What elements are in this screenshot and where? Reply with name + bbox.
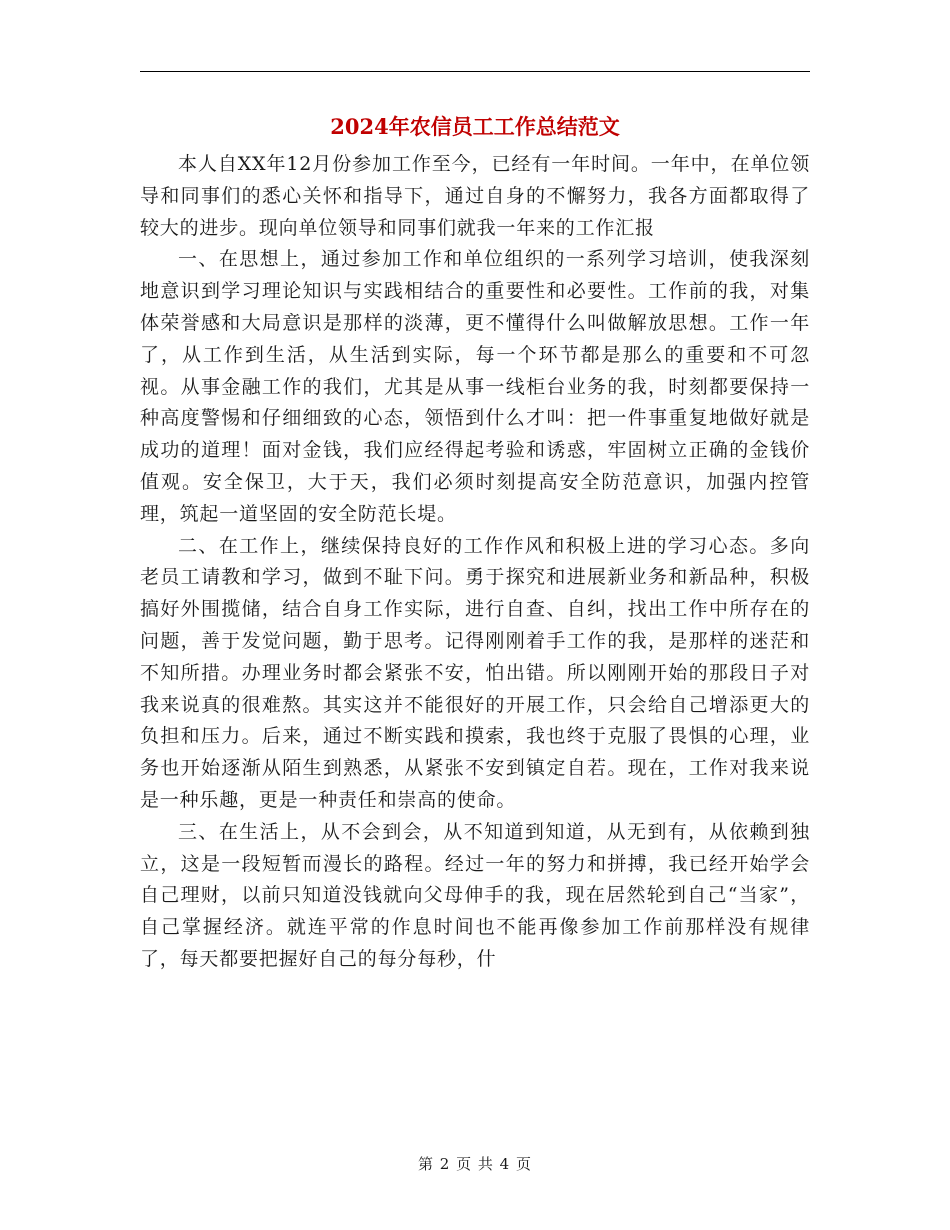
document-body (140, 149, 810, 976)
document-title: 2024年农信员工工作总结范文 (330, 114, 620, 139)
paragraph-life: 三、在生活上，从不会到会，从不知道到知道，从无到有，从依赖到独立，这是一段短暂而漫长的路程。经过一年的努力和拼搏，我已经开始学会自己理财，以前只知道没钱就向父母伸手的我，现在居然轮到自己“当家”，自己掌握经济。就连平常的作息时间也不能再像参加工作前那样没有规律了，每天都要把握好自己的每分每秒，什 (140, 820, 810, 970)
paragraph-work: 二、在工作上，继续保持良好的工作作风和积极上进的学习心态。多向老员工请教和学习，做到不耻下问。勇于探究和进展新业务和新品种，积极搞好外围揽储，结合自身工作实际，进行自查、自纠，找出工作中所存在的问题，善于发觉问题，勤于思考。记得刚刚着手工作的我，是那样的迷茫和不知所措。办理业务时都会紧张不安，怕出错。所以刚刚开始的那段日子对我来说真的很难熬。其实这并不能很好的开展工作，只会给自己增添更大的负担和压力。后来，通过不断实践和摸索，我也终于克服了畏惧的心理，业务也开始逐渐从陌生到熟悉，从紧张不安到镇定自若。现在，工作对我来说是一种乐趣，更是一种责任和崇高的使命。 (140, 534, 810, 811)
paragraph-intro: 本人自XX年12月份参加工作至今，已经有一年时间。一年中，在单位领导和同事们的悉心关怀和指导下，通过自身的不懈努力，我各方面都取得了较大的进步。现向单位领导和同事们就我一年来的工作汇报 (140, 153, 810, 239)
paragraph-thought: 一、在思想上，通过参加工作和单位组织的一系列学习培训，使我深刻地意识到学习理论知识与实践相结合的重要性和必要性。工作前的我，对集体荣誉感和大局意识是那样的淡薄，更不懂得什么叫做解放思想。工作一年了，从工作到生活，从生活到实际，每一个环节都是那么的重要和不可忽视。从事金融工作的我们，尤其是从事一线柜台业务的我，时刻都要保持一种高度警惕和仔细细致的心态，领悟到什么才叫：把一件事重复地做好就是成功的道理！面对金钱，我们应经得起考验和诱惑，牢固树立正确的金钱价值观。安全保卫，大于天，我们必须时刻提高安全防范意识，加强内控管理，筑起一道坚固的安全防范长堤。 (140, 248, 810, 525)
page-number: 第 2 页 共 4 页 (418, 1155, 532, 1173)
header-rule (140, 71, 810, 72)
